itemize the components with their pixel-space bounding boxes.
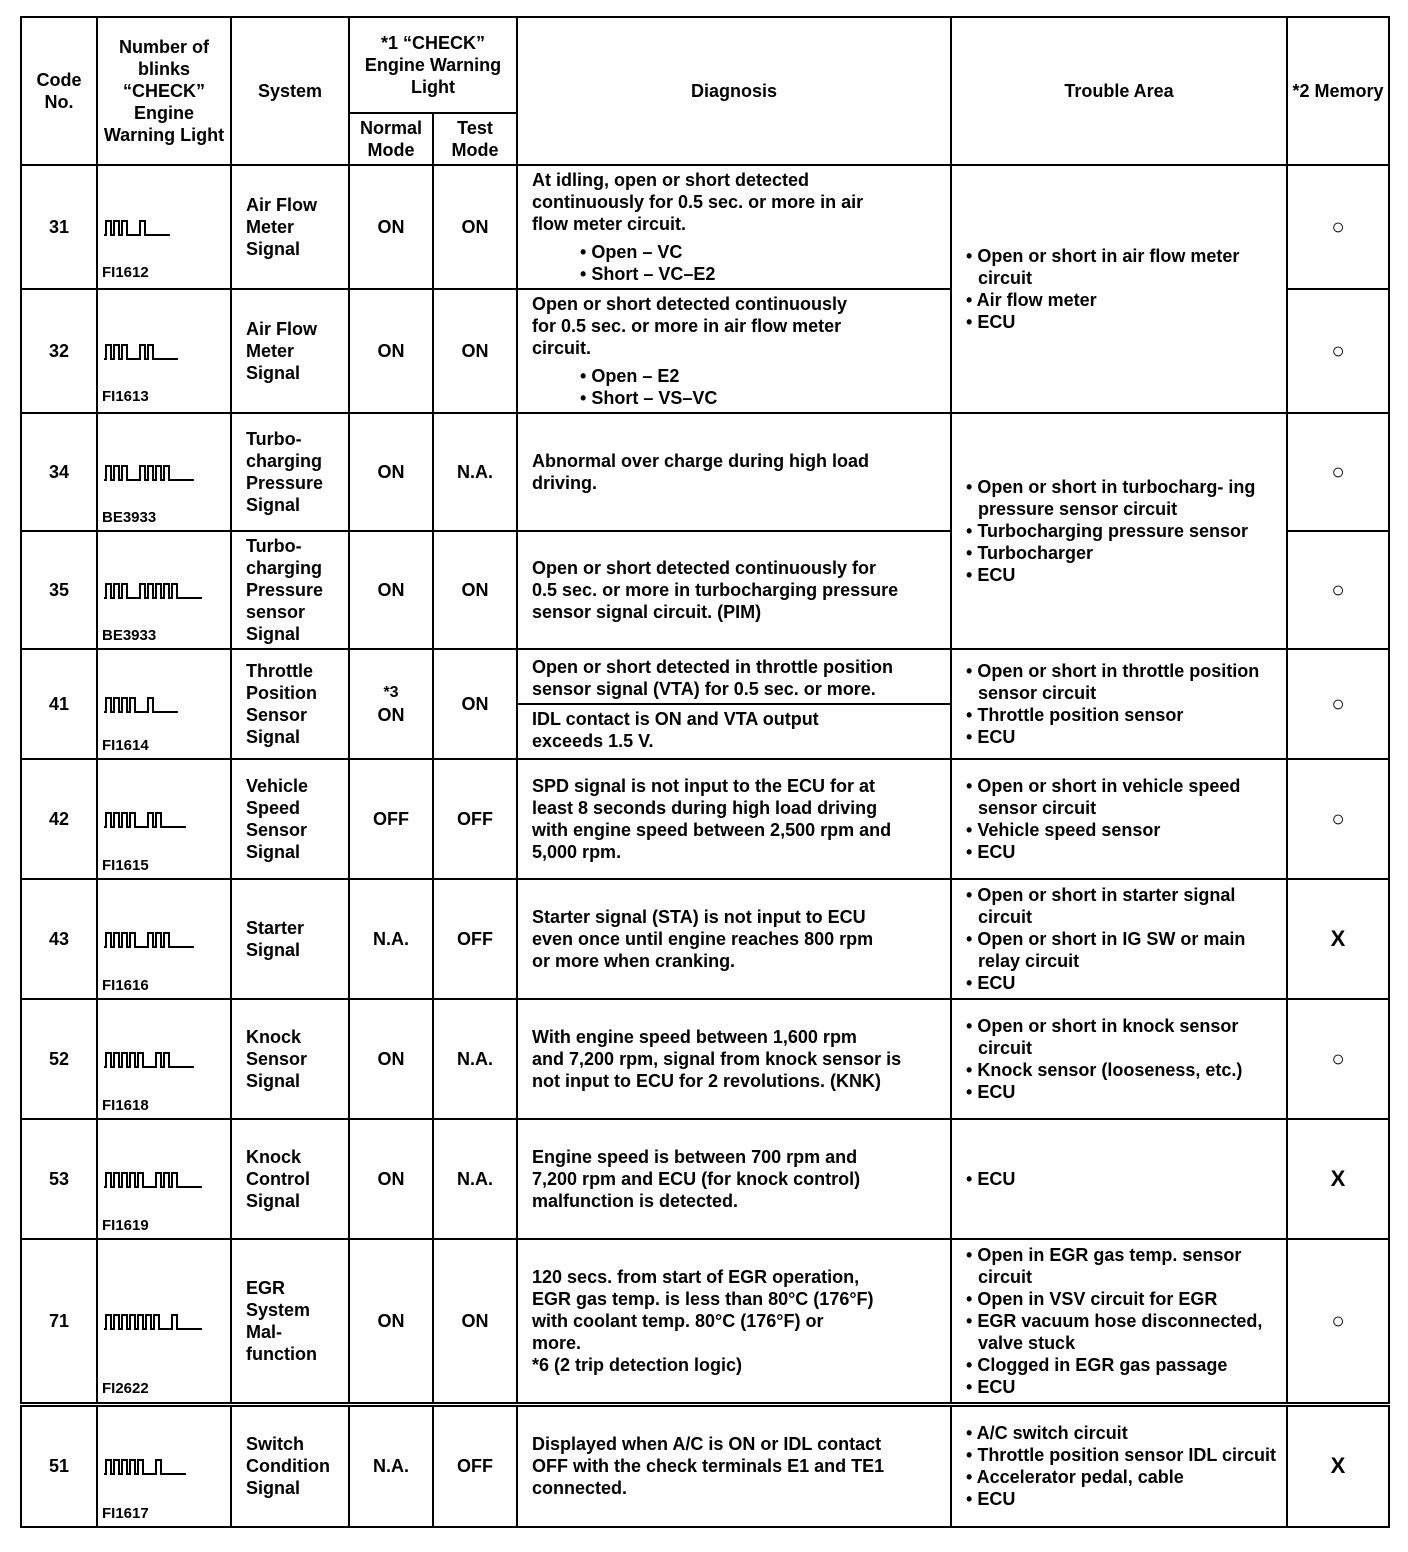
- system-name: [231, 759, 349, 879]
- trouble-item: • Throttle position sensor: [966, 705, 1184, 725]
- test-mode-value: ON: [433, 165, 517, 289]
- figure-id: FI1613: [102, 388, 149, 405]
- header-normal-mode: Normal Mode: [349, 113, 433, 165]
- diagnosis-sub-line: • Open – VC: [580, 242, 683, 262]
- diagnosis-sub-line: • Open – E2: [580, 366, 680, 386]
- blink-pattern: [97, 165, 231, 289]
- diagnosis-line: With engine speed between 1,600 rpm: [532, 1027, 857, 1047]
- code-number: 34: [21, 413, 97, 531]
- header-test-mode: Test Mode: [433, 113, 517, 165]
- trouble-item: • Open in EGR gas temp. sensor circuit: [966, 1245, 1242, 1287]
- diagnosis-line: Engine speed is between 700 rpm and: [532, 1147, 858, 1167]
- test-mode-value: OFF: [433, 759, 517, 879]
- header-code: Code No.: [21, 17, 97, 165]
- system-name: [231, 165, 349, 289]
- normal-mode-text: ON: [377, 1311, 405, 1331]
- system-line: Pressure: [246, 473, 324, 493]
- trouble-item: • Clogged in EGR gas passage: [966, 1355, 1228, 1375]
- diagnosis-line: even once until engine reaches 800 rpm: [532, 929, 874, 949]
- figure-id: FI1614: [102, 737, 149, 754]
- diagnosis-sub-line: • Short – VS–VC: [580, 388, 718, 408]
- diagnosis-line: Open or short detected in throttle position: [532, 657, 894, 677]
- code-number: 42: [21, 759, 97, 879]
- system-name: [231, 1239, 349, 1405]
- system-line: EGR: [246, 1278, 286, 1298]
- trouble-item: • A/C switch circuit: [966, 1423, 1128, 1444]
- normal-mode-value: [349, 289, 433, 413]
- diagnosis-text: [518, 1023, 950, 1095]
- memory-indicator: X: [1287, 1405, 1389, 1527]
- system-line: Meter: [246, 341, 295, 361]
- diagnosis-text: [518, 903, 950, 975]
- memory-indicator: ○: [1287, 531, 1389, 649]
- blink-pattern-box: [98, 1121, 230, 1237]
- trouble-item: • ECU: [966, 565, 1016, 585]
- diagnosis: [517, 649, 951, 759]
- test-mode-value: N.A.: [433, 1119, 517, 1239]
- normal-mode-value: [349, 1405, 433, 1527]
- blink-pulse-line: [104, 466, 194, 480]
- blink-pulse-line: [104, 1053, 194, 1067]
- blink-pattern: [97, 1119, 231, 1239]
- diagnosis: [517, 1239, 951, 1405]
- normal-mode-value: [349, 879, 433, 999]
- blink-pattern: [97, 879, 231, 999]
- blink-pattern-graphic: [104, 339, 224, 363]
- blink-pattern-graphic: [104, 1309, 224, 1333]
- diagnosis-line: and 7,200 rpm, signal from knock sensor is: [532, 1049, 902, 1069]
- normal-mode-value: [349, 1239, 433, 1405]
- system-name: [231, 413, 349, 531]
- normal-mode-value: [349, 165, 433, 289]
- blink-pattern-box: [98, 761, 230, 877]
- blink-pulse-line: [104, 1173, 202, 1187]
- header-system: System: [231, 17, 349, 165]
- diagnosis-line: SPD signal is not input to the ECU for at: [532, 776, 876, 796]
- system-line: function: [246, 1344, 317, 1364]
- normal-mode-text: N.A.: [373, 929, 409, 949]
- blink-pattern-graphic: [104, 460, 224, 484]
- normal-mode-value: [349, 649, 433, 759]
- test-mode-value: ON: [433, 531, 517, 649]
- blink-pattern-box: [98, 294, 230, 408]
- diagnosis-text: [518, 166, 950, 238]
- diagnosis: [517, 1119, 951, 1239]
- memory-indicator: ○: [1287, 413, 1389, 531]
- trouble-item: • ECU: [966, 1377, 1016, 1397]
- diagnosis-line: connected.: [532, 1478, 628, 1499]
- trouble-area: [951, 1119, 1287, 1239]
- diagnosis-line: 120 secs. from start of EGR operation,: [532, 1267, 860, 1287]
- trouble-item: • Turbocharging pressure sensor: [966, 521, 1249, 541]
- system-line: Vehicle: [246, 776, 309, 796]
- code-number: 32: [21, 289, 97, 413]
- blink-pattern-graphic: [104, 1454, 224, 1478]
- table-row: [21, 999, 1389, 1119]
- blink-pattern-box: [98, 651, 230, 757]
- blink-pattern-graphic: [104, 215, 224, 239]
- system-line: Signal: [246, 727, 301, 747]
- trouble-item: • EGR vacuum hose disconnected, valve stuck: [966, 1311, 1263, 1353]
- figure-id: FI1615: [102, 857, 149, 874]
- diagnosis-sub-line: • Short – VC–E2: [580, 264, 716, 284]
- test-mode-value: ON: [433, 649, 517, 759]
- blink-pattern-box: [98, 533, 230, 647]
- trouble-item: • Open or short in throttle position sensor circuit: [966, 661, 1260, 703]
- normal-mode-text: ON: [377, 705, 405, 725]
- table-row: [21, 759, 1389, 879]
- diagnosis-line: with coolant temp. 80°C (176°F) or: [532, 1311, 824, 1331]
- diagnosis-line: EGR gas temp. is less than 80°C (176°F): [532, 1289, 874, 1309]
- figure-id: FI1618: [102, 1097, 149, 1114]
- code-number: 52: [21, 999, 97, 1119]
- diagnosis-line: 7,200 rpm and ECU (for knock control): [532, 1169, 861, 1189]
- diagnosis-text: [518, 554, 950, 626]
- diagnosis-line: 5,000 rpm.: [532, 842, 622, 862]
- trouble-item: • Open or short in vehicle speed sensor circuit: [966, 776, 1241, 818]
- trouble-item: • Open or short in starter signal circuit: [966, 885, 1236, 927]
- header-blinks: Number of blinks “CHECK” Engine Warning Light: [97, 17, 231, 165]
- diagnosis-text: [518, 290, 950, 362]
- diagnosis-line: Displayed when A/C is ON or IDL contact: [532, 1434, 882, 1455]
- diagnosis-line: Starter signal (STA) is not input to ECU: [532, 907, 866, 927]
- system-line: Signal: [246, 363, 301, 383]
- normal-mode-text: ON: [377, 580, 405, 600]
- blink-pattern-box: [98, 415, 230, 529]
- test-mode-value: ON: [433, 289, 517, 413]
- system-line: Switch: [246, 1434, 305, 1455]
- trouble-item: • ECU: [966, 973, 1016, 993]
- system-line: sensor: [246, 602, 306, 622]
- header-trouble-area: Trouble Area: [951, 17, 1287, 165]
- system-line: Throttle: [246, 661, 313, 681]
- diagnosis: [517, 879, 951, 999]
- trouble-item: • ECU: [966, 727, 1016, 747]
- blink-pulse-line: [104, 698, 178, 712]
- system-line: Condition: [246, 1456, 330, 1477]
- system-line: Knock: [246, 1147, 302, 1167]
- code-number: 53: [21, 1119, 97, 1239]
- blink-pulse-line: [104, 584, 202, 598]
- system-line: Turbo-: [246, 536, 302, 556]
- diagnosis: [517, 1405, 951, 1527]
- system-line: System: [246, 1300, 311, 1320]
- system-name: [231, 289, 349, 413]
- blink-pulse-line: [104, 221, 170, 235]
- figure-id: BE3933: [102, 627, 157, 644]
- system-line: Sensor: [246, 1049, 308, 1069]
- diagnosis-line: more.: [532, 1333, 582, 1353]
- trouble-item: • Accelerator pedal, cable: [966, 1467, 1184, 1488]
- system-name: [231, 1405, 349, 1527]
- trouble-item: • ECU: [966, 1489, 1016, 1510]
- code-number: 35: [21, 531, 97, 649]
- normal-mode-value: [349, 1119, 433, 1239]
- memory-indicator: ○: [1287, 1239, 1389, 1405]
- table-row: [21, 413, 1389, 531]
- blink-pulse-line: [104, 345, 178, 359]
- diagnosis-line: sensor signal (VTA) for 0.5 sec. or more.: [532, 679, 876, 699]
- trouble-item: • Open or short in turbocharg- ing pressure sensor circuit: [966, 477, 1256, 519]
- diagnosis: [517, 165, 951, 289]
- diagnosis-subtext: [518, 238, 950, 288]
- system-line: Signal: [246, 1071, 301, 1091]
- test-mode-value: N.A.: [433, 999, 517, 1119]
- header-check-light: *1 “CHECK” Engine Warning Light: [349, 17, 517, 113]
- memory-indicator: ○: [1287, 649, 1389, 759]
- figure-id: BE3933: [102, 509, 157, 526]
- trouble-area: [951, 1405, 1287, 1527]
- diagnosis-text: [518, 772, 950, 866]
- diagnostic-code-table: [20, 16, 1390, 1528]
- normal-mode-text: ON: [377, 1169, 405, 1189]
- diagnosis-line: continuously for 0.5 sec. or more in air: [532, 192, 864, 212]
- diagnosis-line: or more when cranking.: [532, 951, 736, 971]
- trouble-item: • Turbocharger: [966, 543, 1093, 563]
- system-line: Signal: [246, 940, 301, 960]
- normal-mode-text: ON: [377, 341, 405, 361]
- figure-id: FI1619: [102, 1217, 149, 1234]
- system-line: Sensor: [246, 705, 308, 725]
- trouble-item: • ECU: [966, 842, 1016, 862]
- trouble-item: • Open in VSV circuit for EGR: [966, 1289, 1218, 1309]
- memory-indicator: X: [1287, 879, 1389, 999]
- diagnosis-line: circuit.: [532, 338, 592, 358]
- blink-pattern: [97, 1239, 231, 1405]
- normal-mode-text: OFF: [373, 809, 409, 829]
- system-line: charging: [246, 451, 323, 471]
- normal-mode-text: ON: [377, 1049, 405, 1069]
- table-body: [21, 165, 1389, 1527]
- system-line: Knock: [246, 1027, 302, 1047]
- figure-id: FI2622: [102, 1380, 149, 1397]
- test-mode-value: ON: [433, 1239, 517, 1405]
- blink-pattern-box: [98, 170, 230, 284]
- header-memory: *2 Memory: [1287, 17, 1389, 165]
- diagnosis-line: least 8 seconds during high load driving: [532, 798, 878, 818]
- diagnosis-sub-line: exceeds 1.5 V.: [532, 731, 654, 751]
- blink-pattern-graphic: [104, 927, 224, 951]
- diagnosis-line: At idling, open or short detected: [532, 170, 810, 190]
- diagnosis-line: for 0.5 sec. or more in air flow meter: [532, 316, 842, 336]
- trouble-area: [951, 413, 1287, 649]
- memory-indicator: ○: [1287, 289, 1389, 413]
- diagnosis-line: flow meter circuit.: [532, 214, 687, 234]
- blink-pattern: [97, 289, 231, 413]
- system-line: Signal: [246, 1478, 301, 1499]
- table-row: [21, 649, 1389, 759]
- blink-pattern: [97, 531, 231, 649]
- system-line: Signal: [246, 624, 301, 644]
- system-line: Meter: [246, 217, 295, 237]
- diagnosis-line: with engine speed between 2,500 rpm and: [532, 820, 892, 840]
- table-row: [21, 1405, 1389, 1527]
- trouble-item: • Open or short in IG SW or main relay circuit: [966, 929, 1246, 971]
- system-line: Starter: [246, 918, 305, 938]
- trouble-item: • ECU: [966, 1169, 1016, 1189]
- diagnosis-text: [518, 1263, 950, 1379]
- system-line: Pressure: [246, 580, 324, 600]
- system-line: Air Flow: [246, 319, 317, 339]
- normal-mode-text: N.A.: [373, 1456, 409, 1477]
- system-line: Air Flow: [246, 195, 317, 215]
- diagnosis-line: not input to ECU for 2 revolutions. (KNK): [532, 1071, 881, 1091]
- diagnosis-sub-line: IDL contact is ON and VTA output: [532, 709, 819, 729]
- blink-pattern-box: [98, 1001, 230, 1117]
- blink-pattern: [97, 1405, 231, 1527]
- diagnosis: [517, 759, 951, 879]
- diagnosis: [517, 999, 951, 1119]
- diagnosis-subtext: [518, 703, 950, 755]
- system-line: Position: [246, 683, 317, 703]
- figure-id: FI1616: [102, 977, 149, 994]
- blink-pattern-graphic: [104, 692, 224, 716]
- diagnosis-line: sensor signal circuit. (PIM): [532, 602, 762, 622]
- blink-pattern: [97, 649, 231, 759]
- diagnosis: [517, 413, 951, 531]
- system-line: charging: [246, 558, 323, 578]
- blink-pattern-graphic: [104, 807, 224, 831]
- system-line: Speed: [246, 798, 301, 818]
- table-row: [21, 1239, 1389, 1405]
- code-number: 43: [21, 879, 97, 999]
- trouble-item: • ECU: [966, 312, 1016, 332]
- normal-mode-text: ON: [377, 462, 405, 482]
- system-line: Control: [246, 1169, 310, 1189]
- code-number: 51: [21, 1405, 97, 1527]
- system-name: [231, 531, 349, 649]
- blink-pulse-line: [104, 1315, 202, 1329]
- normal-mode-value: [349, 999, 433, 1119]
- figure-id: FI1617: [102, 1505, 149, 1523]
- normal-mode-value: [349, 413, 433, 531]
- blink-pattern-graphic: [104, 1047, 224, 1071]
- system-name: [231, 1119, 349, 1239]
- normal-mode-value: [349, 531, 433, 649]
- diagnosis-line: Open or short detected continuously for: [532, 558, 877, 578]
- code-number: 31: [21, 165, 97, 289]
- blink-pulse-line: [104, 813, 186, 827]
- trouble-area: [951, 879, 1287, 999]
- blink-pattern-box: [98, 1407, 230, 1525]
- system-line: Signal: [246, 239, 301, 259]
- diagnosis-line: malfunction is detected.: [532, 1191, 739, 1211]
- blink-pulse-line: [104, 1460, 186, 1474]
- system-line: Signal: [246, 495, 301, 515]
- memory-indicator: X: [1287, 1119, 1389, 1239]
- diagnosis-line: 0.5 sec. or more in turbocharging pressure: [532, 580, 899, 600]
- trouble-item: • Knock sensor (looseness, etc.): [966, 1060, 1243, 1080]
- system-line: Signal: [246, 1191, 301, 1211]
- trouble-area: [951, 649, 1287, 759]
- system-line: Sensor: [246, 820, 308, 840]
- blink-pattern-graphic: [104, 1167, 224, 1191]
- test-mode-value: OFF: [433, 1405, 517, 1527]
- blink-pattern-box: [98, 1242, 230, 1400]
- diagnosis-line: driving.: [532, 473, 598, 493]
- test-mode-value: N.A.: [433, 413, 517, 531]
- trouble-item: • Vehicle speed sensor: [966, 820, 1161, 840]
- trouble-area: [951, 165, 1287, 413]
- normal-mode-value: [349, 759, 433, 879]
- normal-mode-text: ON: [377, 217, 405, 237]
- system-name: [231, 879, 349, 999]
- memory-indicator: ○: [1287, 999, 1389, 1119]
- system-name: [231, 649, 349, 759]
- diagnosis-text: [518, 1430, 950, 1502]
- diagnosis-line: *6 (2 trip detection logic): [532, 1355, 743, 1375]
- blink-pattern: [97, 413, 231, 531]
- figure-id: FI1612: [102, 264, 149, 281]
- normal-mode-note: *3: [383, 684, 399, 701]
- table-row: [21, 1119, 1389, 1239]
- diagnosis-line: Abnormal over charge during high load: [532, 451, 870, 471]
- blink-pattern: [97, 999, 231, 1119]
- table-row: [21, 165, 1389, 289]
- diagnosis: [517, 531, 951, 649]
- system-line: Mal-: [246, 1322, 282, 1342]
- diagnosis-subtext: [518, 362, 950, 412]
- diagnosis-text: [518, 1143, 950, 1215]
- system-line: Signal: [246, 842, 301, 862]
- trouble-item: • Air flow meter: [966, 290, 1097, 310]
- diagnosis-text: [518, 653, 950, 703]
- memory-indicator: ○: [1287, 165, 1389, 289]
- blink-pattern: [97, 759, 231, 879]
- table-row: [21, 879, 1389, 999]
- system-name: [231, 999, 349, 1119]
- diagnosis: [517, 289, 951, 413]
- trouble-area: [951, 1239, 1287, 1405]
- diagnosis-line: OFF with the check terminals E1 and TE1: [532, 1456, 885, 1477]
- header-diagnosis: Diagnosis: [517, 17, 951, 165]
- blink-pattern-box: [98, 881, 230, 997]
- diagnosis-text: [518, 447, 950, 497]
- code-number: 41: [21, 649, 97, 759]
- diagnosis-line: Open or short detected continuously: [532, 294, 848, 314]
- memory-indicator: ○: [1287, 759, 1389, 879]
- trouble-item: • Open or short in air flow meter circuit: [966, 246, 1240, 288]
- blink-pattern-graphic: [104, 578, 224, 602]
- blink-pulse-line: [104, 933, 194, 947]
- trouble-item: • Open or short in knock sensor circuit: [966, 1016, 1239, 1058]
- system-line: Turbo-: [246, 429, 302, 449]
- test-mode-value: OFF: [433, 879, 517, 999]
- trouble-item: • Throttle position sensor IDL circuit: [966, 1445, 1277, 1466]
- code-number: 71: [21, 1239, 97, 1405]
- trouble-area: [951, 759, 1287, 879]
- trouble-item: • ECU: [966, 1082, 1016, 1102]
- trouble-area: [951, 999, 1287, 1119]
